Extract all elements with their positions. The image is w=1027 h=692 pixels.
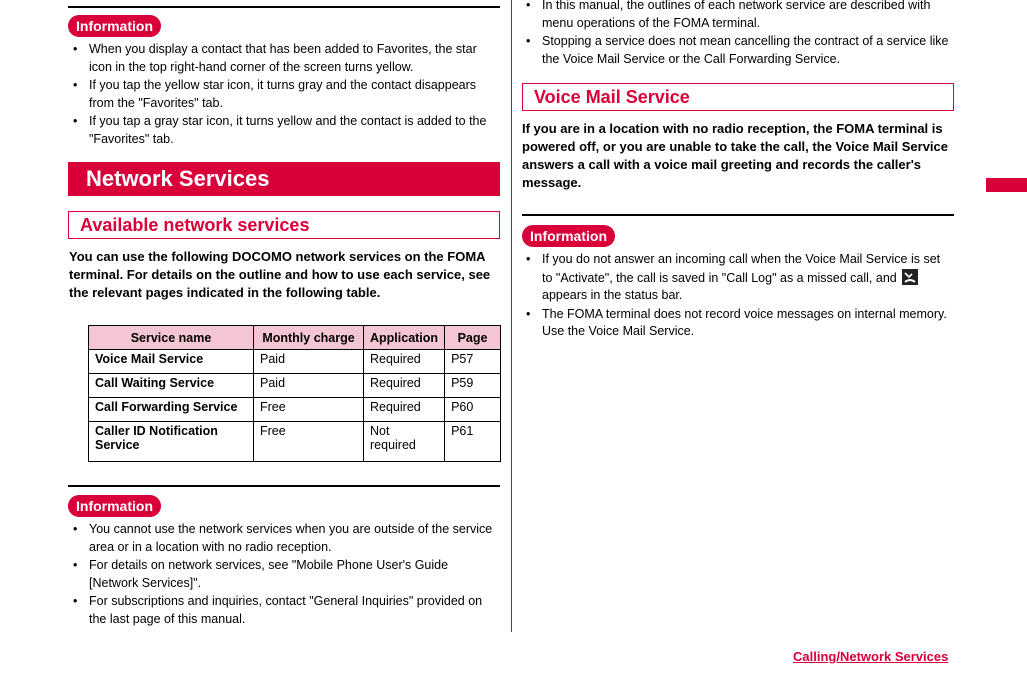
chapter-tab — [986, 178, 1027, 192]
header-service-name: Service name — [89, 326, 254, 350]
cell-charge: Free — [254, 422, 364, 462]
manual-notes-list — [522, 0, 950, 69]
cell-charge: Paid — [254, 350, 364, 374]
table-header-row — [89, 326, 501, 350]
list-item: • For subscriptions and inquiries, contact "General Inquiries" provided on the last page of this manual. — [69, 593, 497, 628]
list-item: • If you tap the yellow star icon, it turns gray and the contact disappears from the "Favorites" tab. — [69, 77, 497, 112]
header-monthly-charge: Monthly charge — [254, 326, 364, 350]
list-item: • If you tap a gray star icon, it turns yellow and the contact is added to the "Favorites" tab. — [69, 113, 497, 148]
intro-paragraph: If you are in a location with no radio reception, the FOMA terminal is powered off, or you are unable to take the call, the Voice Mail Service answers a call with a voice mail greeting and records the caller's message. — [522, 121, 948, 190]
information-badge: Information — [68, 15, 161, 37]
cell-application: Required — [364, 374, 445, 398]
item-text: appears in the status bar. — [542, 288, 683, 302]
missed-call-icon — [902, 269, 918, 285]
cell-application: Not required — [364, 422, 445, 462]
item-text: If you do not answer an incoming call when the Voice Mail Service is set to "Activate", the call is saved in "Call Log" as a missed call, and — [542, 252, 941, 285]
column-divider — [511, 0, 512, 632]
list-item: • For details on network services, see "Mobile Phone User's Guide [Network Services]". — [69, 557, 497, 592]
cell-service-name: Caller ID Notification Service — [89, 422, 254, 462]
header-application: Application — [364, 326, 445, 350]
info-top-rule — [522, 214, 954, 216]
info-top-rule — [68, 6, 500, 8]
list-item: • The FOMA terminal does not record voice messages on internal memory. Use the Voice Mail Service. — [522, 306, 950, 341]
subsection-title: Available network services — [68, 211, 500, 239]
cell-service-name: Call Waiting Service — [89, 374, 254, 398]
info-top-rule — [68, 485, 500, 487]
information-badge: Information — [68, 495, 161, 517]
list-item: • When you display a contact that has been added to Favorites, the star icon in the top right-hand corner of the screen turns yellow. — [69, 41, 497, 76]
cell-page: P60 — [445, 398, 501, 422]
header-page: Page — [445, 326, 501, 350]
table-row — [89, 422, 501, 462]
list-item: • In this manual, the outlines of each network service are described with menu operations of the FOMA terminal. — [522, 0, 950, 32]
services-table — [88, 325, 501, 462]
table-row — [89, 398, 501, 422]
table-row — [89, 350, 501, 374]
section-title: Network Services — [68, 162, 500, 196]
favorites-info-list — [69, 41, 497, 149]
cell-charge: Free — [254, 398, 364, 422]
network-info-list — [69, 521, 497, 629]
list-item: • Stopping a service does not mean cancelling the contract of a service like the Voice Mail Service or the Call Forwarding Service. — [522, 33, 950, 68]
cell-service-name: Voice Mail Service — [89, 350, 254, 374]
list-item: • You cannot use the network services when you are outside of the service area or in a location with no radio reception. — [69, 521, 497, 556]
cell-service-name: Call Forwarding Service — [89, 398, 254, 422]
cell-application: Required — [364, 398, 445, 422]
chapter-footer-link[interactable]: Calling/Network Services — [793, 649, 949, 664]
cell-page: P57 — [445, 350, 501, 374]
cell-application: Required — [364, 350, 445, 374]
cell-charge: Paid — [254, 374, 364, 398]
subsection-title: Voice Mail Service — [522, 83, 954, 111]
list-item — [522, 251, 950, 305]
cell-page: P61 — [445, 422, 501, 462]
information-badge: Information — [522, 225, 615, 247]
cell-page: P59 — [445, 374, 501, 398]
intro-paragraph: You can use the following DOCOMO network services on the FOMA terminal. For details on the outline and how to use each service, see the relevant pages indicated in the following table. — [69, 249, 491, 300]
voice-mail-info-list — [522, 251, 950, 342]
table-row — [89, 374, 501, 398]
